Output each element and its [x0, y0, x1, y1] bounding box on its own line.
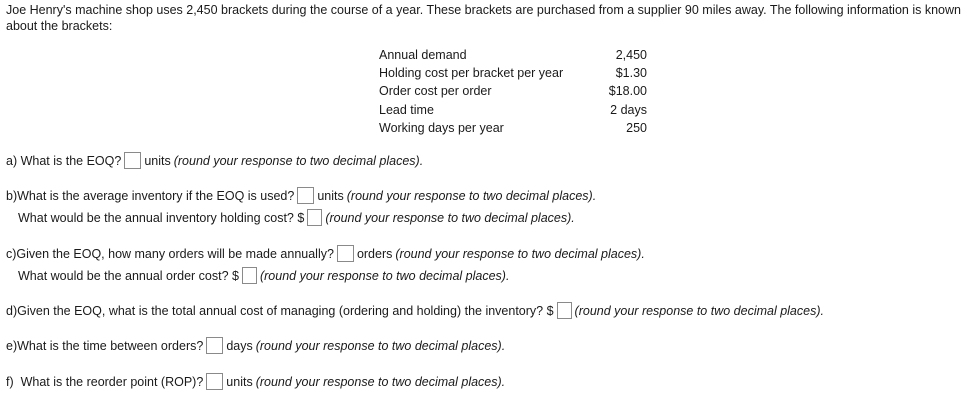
holding-cost-input[interactable] [307, 209, 322, 226]
question-a-unit: units [144, 153, 171, 168]
orders-per-year-input[interactable] [337, 245, 354, 262]
info-label-holding-cost: Holding cost per bracket per year [379, 66, 564, 80]
question-c2-prompt: What would be the annual order cost? $ [18, 268, 239, 283]
question-c1-hint: (round your response to two decimal places). [395, 246, 645, 261]
eoq-answer-input[interactable] [124, 152, 141, 169]
reorder-point-input[interactable] [206, 373, 223, 390]
problem-intro: Joe Henry's machine shop uses 2,450 brackets during the course of a year. These brackets are purchased from a supplier 90 miles away. The following information is known about the brackets: [6, 3, 961, 33]
question-e-time-between-orders [6, 337, 505, 354]
info-label-lead-time: Lead time [379, 103, 434, 117]
question-a [6, 152, 423, 169]
info-label-working-days: Working days per year [379, 121, 504, 135]
info-value-holding-cost: $1.30 [615, 66, 647, 80]
question-f-unit: units [226, 374, 253, 389]
question-b2-hint: (round your response to two decimal places). [325, 210, 575, 225]
info-value-lead-time: 2 days [610, 103, 647, 117]
question-a-hint: (round your response to two decimal places). [173, 153, 424, 168]
question-f-prompt: f) What is the reorder point (ROP)? [6, 374, 204, 389]
question-c1-prompt: c)Given the EOQ, how many orders will be made annually? [6, 246, 334, 261]
question-b2-prompt: What would be the annual inventory holding cost? $ [18, 210, 305, 225]
question-f-hint: (round your response to two decimal places). [255, 374, 506, 389]
info-label-order-cost: Order cost per order [379, 84, 492, 98]
total-cost-input[interactable] [557, 302, 572, 319]
question-c-order-cost [18, 267, 509, 284]
question-f-reorder-point [6, 373, 505, 390]
question-c2-hint: (round your response to two decimal places). [259, 268, 510, 283]
info-value-annual-demand: 2,450 [615, 48, 647, 62]
question-d-total-cost [6, 302, 824, 319]
question-c-orders [6, 245, 645, 262]
question-e-unit: days [226, 338, 253, 353]
info-value-order-cost: $18.00 [608, 84, 647, 98]
order-cost-input[interactable] [242, 267, 257, 284]
question-d-prompt: d)Given the EOQ, what is the total annual cost of managing (ordering and holding) the inventory? $ [6, 303, 554, 318]
question-d-hint: (round your response to two decimal places). [574, 303, 824, 318]
question-b1-hint: (round your response to two decimal places). [346, 188, 597, 203]
info-value-working-days: 250 [626, 121, 647, 135]
question-b-holding-cost [18, 209, 575, 226]
question-c1-unit: orders [356, 246, 393, 261]
question-e-prompt: e)What is the time between orders? [6, 338, 204, 353]
average-inventory-input[interactable] [297, 187, 314, 204]
info-label-annual-demand: Annual demand [379, 48, 467, 62]
question-a-prompt: a) What is the EOQ? [6, 153, 122, 168]
question-b1-prompt: b)What is the average inventory if the EOQ is used? [6, 188, 295, 203]
question-b1-unit: units [317, 188, 344, 203]
time-between-orders-input[interactable] [206, 337, 223, 354]
question-e-hint: (round your response to two decimal places). [255, 338, 506, 353]
question-b-average-inventory [6, 187, 596, 204]
